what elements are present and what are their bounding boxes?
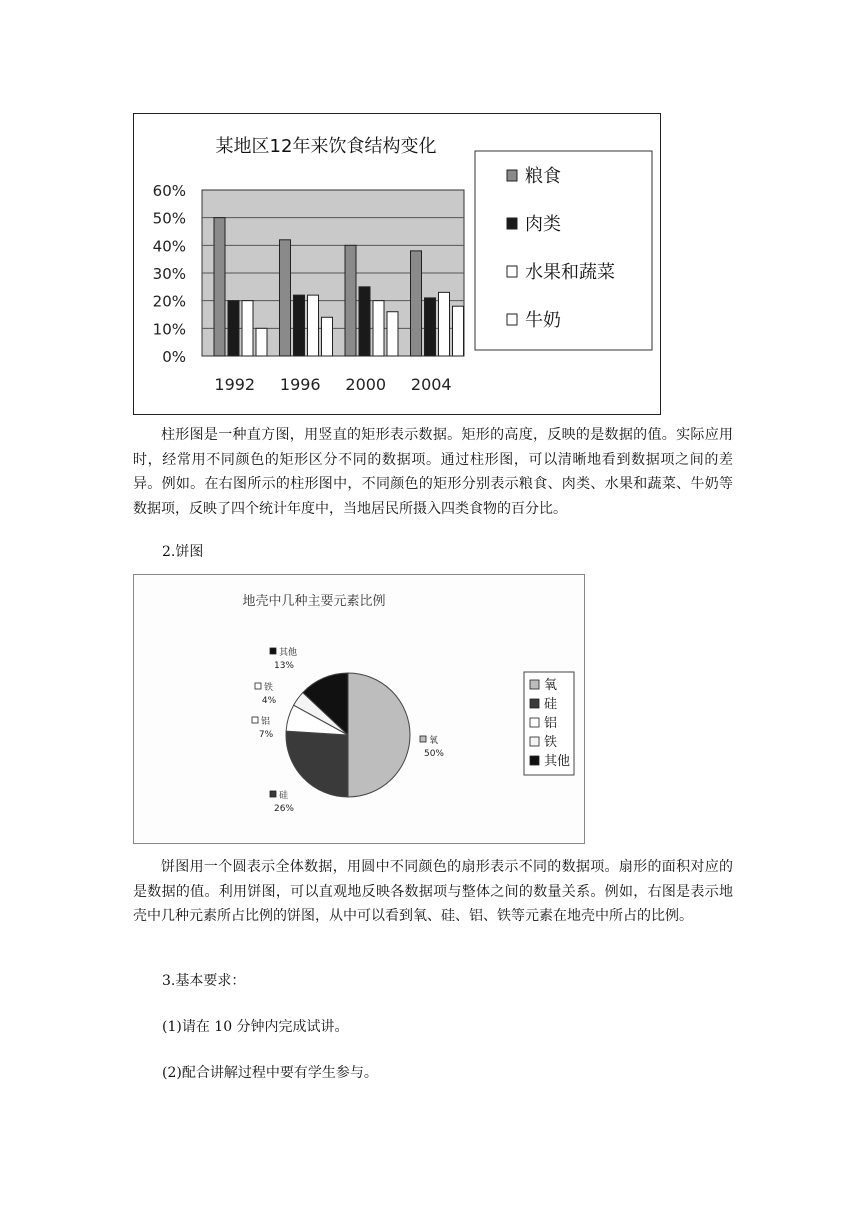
y-tick-label: 0% (162, 348, 186, 366)
bar-粮食-1996 (280, 240, 291, 356)
bar-牛奶-2004 (453, 306, 464, 356)
legend-label: 其他 (544, 754, 571, 769)
bar-chart (134, 114, 659, 413)
bar-粮食-2004 (411, 251, 422, 356)
pie-data-label (270, 646, 297, 671)
bar-水果和蔬菜-1992 (242, 301, 253, 356)
pie-label-swatch (270, 791, 276, 797)
section-heading-requirements: 3.基本要求： (162, 973, 246, 989)
chart-title: 地壳中几种主要元素比例 (242, 594, 386, 609)
bar-肉类-2000 (359, 287, 370, 356)
legend-swatch (507, 314, 517, 325)
y-tick-label: 10% (152, 320, 186, 339)
x-tick-label: 2000 (345, 375, 387, 394)
bar-粮食-2000 (345, 245, 356, 356)
legend-label: 水果和蔬菜 (525, 262, 615, 283)
pie-chart (134, 575, 584, 843)
legend-swatch (507, 218, 517, 229)
legend-swatch (530, 737, 539, 746)
pie-chart-description: 饼图用一个圆表示全体数据，用圆中不同颜色的扇形表示不同的数据项。扇形的面积对应的是数据的值。利用饼图，可以直观地反映各数据项与整体之间的数量关系。例如，右图是表示地壳中几种元素所占比例的饼图，从中可以看到氧、硅、铝、铁等元素在地壳中所占的比例。 (133, 859, 733, 924)
legend-label: 肉类 (525, 214, 561, 235)
pie-label-value: 50% (423, 749, 445, 759)
bar-chart-description: 柱形图是一种直方图，用竖直的矩形表示数据。矩形的高度，反映的是数据的值。实际应用时，经常用不同颜色的矩形区分不同的数据项。通过柱形图，可以清晰地看到数据项之间的差异。例如。在右图所示的柱形图中，不同颜色的矩形分别表示粮食、肉类、水果和蔬菜、牛奶等数据项，反映了四个统计年度中，当地居民所摄入四类食物的百分比。 (133, 427, 733, 517)
chart-legend (475, 151, 652, 350)
chart-legend (524, 672, 574, 775)
bar-牛奶-1996 (322, 317, 333, 356)
x-tick-label: 2004 (410, 375, 452, 394)
pie-slice-氧 (348, 673, 410, 797)
bar-牛奶-2000 (387, 312, 398, 356)
section-heading-pie: 2.饼图 (162, 544, 204, 560)
pie-label-name: 铁 (264, 683, 274, 693)
pie-label-swatch (255, 683, 261, 689)
legend-swatch (530, 718, 539, 727)
requirement-1: (1)请在 10 分钟内完成试讲。 (162, 1019, 349, 1035)
legend-box (475, 151, 652, 350)
bar-粮食-1992 (214, 218, 225, 356)
bar-chart-figure (133, 113, 661, 415)
bar-肉类-2004 (425, 298, 436, 356)
legend-label: 粮食 (525, 166, 561, 187)
y-tick-label: 60% (152, 182, 186, 200)
pie-data-label (255, 681, 277, 706)
legend-swatch (530, 680, 539, 689)
pie-data-label (252, 715, 274, 740)
bar-水果和蔬菜-2004 (439, 292, 450, 356)
legend-swatch (530, 699, 539, 708)
pie-label-name: 硅 (279, 791, 289, 801)
legend-swatch (530, 756, 539, 765)
y-tick-label: 50% (152, 209, 186, 228)
pie-label-swatch (420, 736, 426, 742)
x-tick-label: 1996 (279, 375, 321, 394)
pie-label-name: 铝 (261, 717, 271, 727)
legend-swatch (507, 170, 517, 181)
bar-水果和蔬菜-2000 (373, 301, 384, 356)
legend-label: 牛奶 (525, 310, 561, 331)
requirement-2: (2)配合讲解过程中要有学生参与。 (162, 1065, 378, 1081)
bar-牛奶-1992 (256, 328, 267, 356)
pie-label-value: 4% (261, 696, 277, 706)
legend-label: 铝 (544, 716, 558, 731)
pie-label-name: 氧 (429, 736, 439, 746)
y-tick-label: 30% (152, 265, 186, 283)
chart-title: 某地区12年来饮食结构变化 (215, 136, 437, 157)
pie-label-name: 其他 (279, 648, 298, 658)
pie-label-value: 26% (273, 804, 295, 814)
pie-data-label (270, 790, 294, 814)
bar-水果和蔬菜-1996 (308, 295, 319, 356)
y-tick-label: 20% (152, 292, 186, 311)
pie-data-label (420, 734, 444, 759)
pie-label-value: 13% (273, 661, 295, 671)
pie-chart-figure (133, 574, 585, 844)
y-tick-label: 40% (152, 237, 186, 256)
legend-swatch (507, 266, 517, 277)
pie-label-swatch (252, 717, 258, 723)
legend-label: 氧 (544, 678, 558, 693)
bar-肉类-1992 (228, 301, 239, 356)
legend-label: 硅 (544, 697, 558, 712)
bar-肉类-1996 (294, 295, 305, 356)
pie-slice-硅 (286, 731, 348, 797)
pie-label-swatch (270, 648, 276, 654)
x-tick-label: 1992 (214, 375, 256, 394)
legend-label: 铁 (544, 735, 558, 750)
pie-label-value: 7% (258, 730, 274, 740)
